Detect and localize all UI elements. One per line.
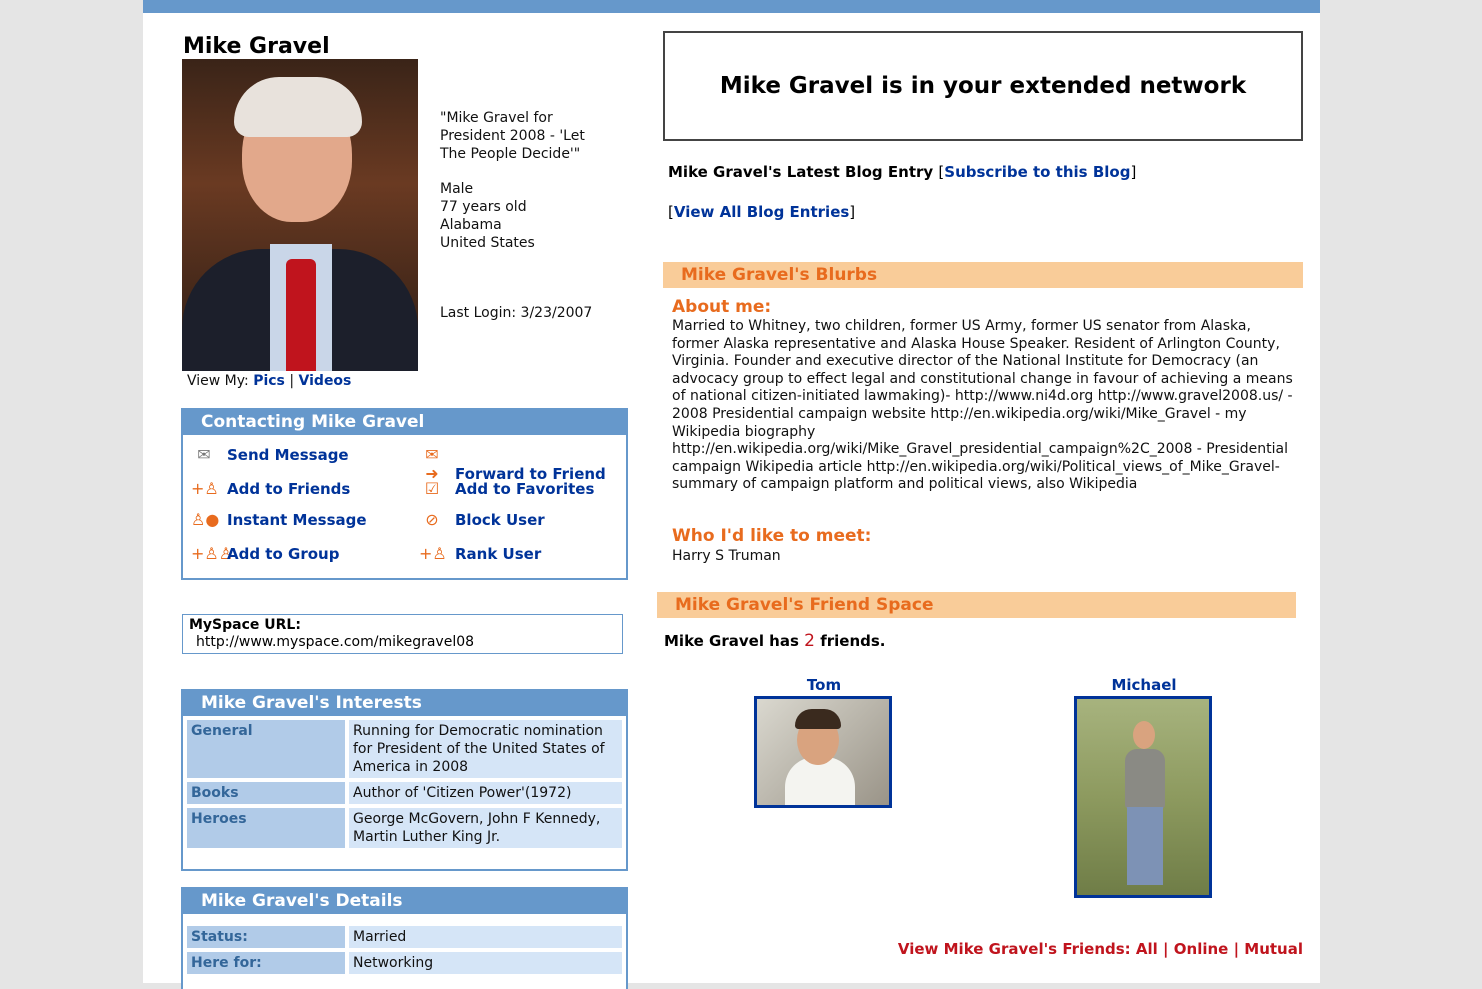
view-all-blog-link[interactable]: View All Blog Entries [673,203,850,221]
pics-link[interactable]: Pics [253,373,285,389]
table-row [187,782,622,804]
table-row [187,808,622,848]
videos-link[interactable]: Videos [298,373,352,389]
profile-gender: Male [440,181,474,197]
friend-name[interactable]: Tom [806,676,842,694]
profile-country: United States [440,235,535,251]
add-to-group-button[interactable] [191,544,339,563]
profile-name: Mike Gravel [183,34,330,59]
add-group-icon: +♙♙ [191,544,234,563]
view-friends-label: View Mike Gravel's Friends: [897,940,1131,958]
interest-value: Author of 'Citizen Power'(1972) [349,782,622,804]
add-to-friends-button[interactable] [191,479,350,498]
details-box [181,887,628,989]
myspace-url-value[interactable]: http://www.myspace.com/mikegravel08 [196,634,475,650]
instant-message-label[interactable]: Instant Message [227,511,367,529]
friend-photo[interactable] [1074,696,1212,898]
about-me-title: About me: [672,297,772,317]
rank-user-button[interactable] [419,544,541,563]
myspace-url-label: MySpace URL: [189,617,301,633]
envelope-icon: ✉ [197,445,211,464]
interests-table [183,716,626,852]
who-to-meet-text: Harry S Truman [672,548,781,564]
send-message-label[interactable]: Send Message [227,446,349,464]
friend-count-suffix: friends. [820,632,886,650]
friend-photo[interactable] [754,696,892,808]
friend-count [664,631,886,651]
add-to-friends-label[interactable]: Add to Friends [227,480,351,498]
favorites-check-icon: ☑ [424,479,440,498]
friend-count-number: 2 [804,631,815,651]
block-user-label[interactable]: Block User [455,511,545,529]
instant-message-button[interactable] [191,510,367,529]
profile-bio [440,109,615,322]
view-my-links: View My: Pics | Videos [187,373,352,389]
add-friend-icon: +♙ [191,479,219,498]
rank-user-icon: +♙ [419,544,447,563]
profile-page [143,13,1320,983]
interest-key: Heroes [187,808,345,848]
details-title: Mike Gravel's Details [183,889,626,914]
interest-key: Books [187,782,345,804]
top-nav-bar [143,0,1320,13]
interests-box [181,689,628,871]
interest-key: General [187,720,345,778]
table-row [187,926,622,948]
friends-mutual-link[interactable]: Mutual [1244,940,1303,958]
view-all-blog: [View All Blog Entries] [668,203,856,221]
profile-age: 77 years old [440,199,527,215]
friend-name[interactable]: Michael [1111,676,1177,694]
blurbs-header: Mike Gravel's Blurbs [663,262,1303,288]
view-friends-links: View Mike Gravel's Friends: All | Online | Mutual [897,940,1303,958]
add-to-favorites-button[interactable] [419,479,594,498]
subscribe-blog-link[interactable]: Subscribe to this Blog [944,163,1131,181]
contact-box [181,408,628,580]
add-to-favorites-label[interactable]: Add to Favorites [455,480,595,498]
add-to-group-label[interactable]: Add to Group [227,545,340,563]
myspace-url-box [182,614,623,654]
friend-card[interactable] [1074,676,1214,898]
friends-all-link[interactable]: All [1135,940,1158,958]
latest-blog-entry: Mike Gravel's Latest Blog Entry [Subscribe to this Blog] [668,163,1137,181]
friend-count-prefix: Mike Gravel has [664,632,799,650]
table-row [187,720,622,778]
friend-space-header: Mike Gravel's Friend Space [657,592,1296,618]
table-row [187,952,622,974]
send-message-button[interactable] [191,445,349,464]
interest-value: Running for Democratic nomination for President of the United States of America in 2008 [349,720,622,778]
interests-title: Mike Gravel's Interests [183,691,626,716]
latest-blog-label: Mike Gravel's Latest Blog Entry [668,163,934,181]
block-user-icon: ⊘ [425,510,439,529]
extended-network-box: Mike Gravel is in your extended network [663,31,1303,141]
details-table [183,922,626,978]
friend-card[interactable] [754,676,894,808]
forward-to-friend-button[interactable] [419,445,606,483]
instant-message-icon: ♙● [191,510,220,529]
rank-user-label[interactable]: Rank User [455,545,542,563]
block-user-button[interactable] [419,510,545,529]
detail-key: Status: [187,926,345,948]
forward-envelope-icon: ✉➜ [425,445,439,483]
profile-photo[interactable] [182,59,418,371]
friends-online-link[interactable]: Online [1173,940,1229,958]
about-me-text: Married to Whitney, two children, former US Army, former US senator from Alaska, former Alaska representative and Alaska House Speaker. Resident of Arlington County, Virginia. Founder and executive director of the National Institute for Democracy (an advocacy group to effect legal and constitutional change in favour of achieving a means of national citizen-initiated lawmaking)- http://www.ni4d.org http://www.gravel2008.us/ - 2008 Presidential campaign website http://en.wikipedia.org/wiki/Mike_Gravel - my Wikipedia biography http://en.wikipedia.org/wiki/Mike_Gravel_presidential_campaign%2C_2008 - Presidential campaign Wikipedia article http://en.wikipedia.org/wiki/Political_views_of_Mike_Gravel- summary of campaign platform and political views, also Wikipedia [672,318,1293,493]
profile-state: Alabama [440,217,502,233]
detail-key: Here for: [187,952,345,974]
who-to-meet-title: Who I'd like to meet: [672,526,872,546]
forward-to-friend-label[interactable]: Forward to Friend [455,465,606,483]
profile-headline: "Mike Gravel for President 2008 - 'Let The People Decide'" [440,110,585,162]
interest-value: George McGovern, John F Kennedy, Martin Luther King Jr. [349,808,622,848]
last-login: Last Login: 3/23/2007 [440,305,593,321]
detail-value: Married [349,926,622,948]
contact-box-title: Contacting Mike Gravel [183,410,626,435]
detail-value: Networking [349,952,622,974]
view-my-label: View My: [187,373,249,389]
